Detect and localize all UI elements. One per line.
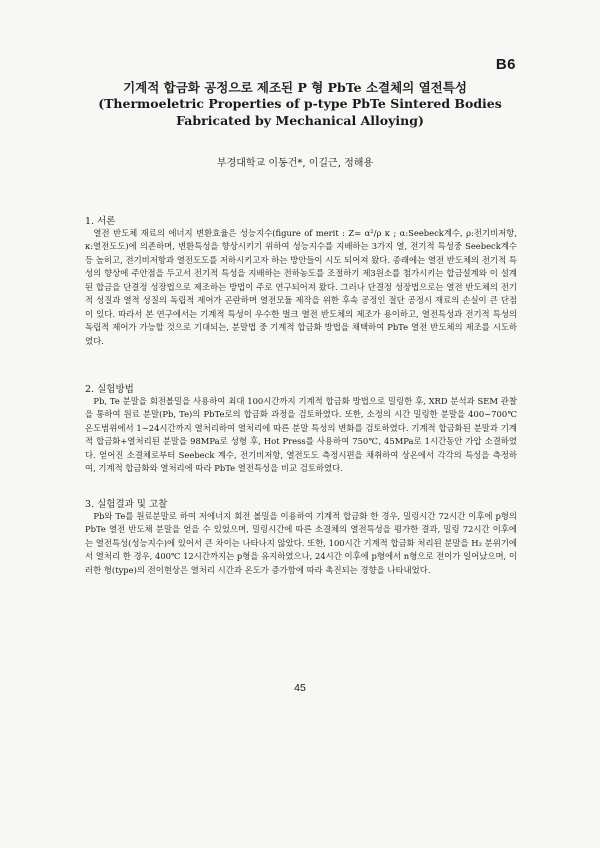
section-body-methods: Pb, Te 분말을 회전볼밀을 사용하여 최대 100시간까지 기계적 합금화 방법으로 밀링한 후, XRD 분석과 SEM 관찰을 통하여 원료 분말(Pb, Te)의 PbTe로의 합금화 과정을 검토하였다. 또한, 소정의 시간 밀링한 분말을 400~700℃ 온도범위에서 1~24시간까지 열처리하여 열처리에 따른 분말 특성의 변화를 검토하였다. 기계적 합금화된 분말과 기계적 합금화+열처리된 분말을 98MPa로 성형 후, Hot Press를 사용하여 750℃, 45MPa로 1시간동안 가압 소결하였다. 얻어진 소결체로부터 Seebeck 계수, 전기비저항, 열전도도 측정시편을 채취하여 상온에서 각각의 특성을 측정하여, 기계적 합금화와 열처리에 따라 PbTe 열전특성을 비교 검토하였다. xyxy=(85,396,517,474)
title-korean: 기계적 합금화 공정으로 제조된 P 형 PbTe 소결체의 열전특성 xyxy=(123,80,467,95)
section-body-introduction: 열전 반도체 재료의 에너지 변환효율은 성능지수(figure of merit : Z= α²/ρ κ ; α:Seebeck계수, ρ:전기비저항, κ:열전도도)에 의존하며, 변환특성을 향상시키기 위하여 성능지수를 지배하는 3가지 열, 전기적 특성중 Seebeck계수등 높히고, 전기비저항과 열전도도를 저하시키고자 하는 방안들이 시도 되어져 왔다. 종래에는 열전 반도체의 전기적 특성의 향상에 주안점을 두고서 전기적 특성을 지배하는 전하농도를 조절하기 제3원소를 첨가시키는 합금설계와 이 설계된 합금을 단결정 성장법으로 제조하는 방법이 주로 연구되어져 왔다. 그러나 단결정 성장법으로는 열전 반도체의 전기적 성질과 열적 성질의 독립적 제어가 곤란하며 열전모듈 제작을 위한 후속 공정인 절단 공정시 재료의 손실이 큰 단점이 있다. 따라서 본 연구에서는 기계적 특성이 우수한 벌크 열전 반도체의 제조가 용이하고, 열전특성과 전기적 특성의 독립적 제어가 가능할 것으로 기대되는, 분말법 중 기계적 합금화 방법을 채택하여 PbTe 열전 반도체의 제조를 시도하였다. xyxy=(85,228,517,346)
session-tag: B6 xyxy=(495,56,516,73)
title-english: (Thermoeletric Properties of p-type PbTe Sintered Bodies Fabricated by Mechanical Alloying) xyxy=(98,96,502,128)
author-line: 부경대학교 이동건*, 이길근, 정해용 xyxy=(216,158,374,169)
page-number: 45 xyxy=(294,682,306,694)
section-body-results: Pb와 Te를 원료분말로 하여 저에너지 회전 볼밀을 이용하여 기계적 합금화 한 경우, 밀링시간 72시간 이후에 p형의 PbTe 열전 반도체 분말을 얻을 수 있었으며, 밀링시간에 따른 소결체의 열전특성을 평가한 결과, 밀링 72시간 이후에는 열전특성(성능지수)에 있어서 큰 차이는 나타나지 않았다. 또한, 100시간 기계적 합금화 처리된 분말을 H₂ 분위기에서 열처리 한 경우, 400℃ 12시간까지는 p형을 유지하였으나, 24시간 이후에 p형에서 n형으로 전이가 일어났으며, 이러한 형(type)의 전이현상은 열처리 시간과 온도가 증가함에 따라 촉진되는 경향을 나타내었다. xyxy=(85,511,517,575)
section-heading-introduction: 1. 서론 xyxy=(85,216,116,227)
section-heading-results: 3. 실험결과 및 고찰 xyxy=(85,499,168,510)
section-heading-methods: 2. 실험방법 xyxy=(85,384,134,395)
